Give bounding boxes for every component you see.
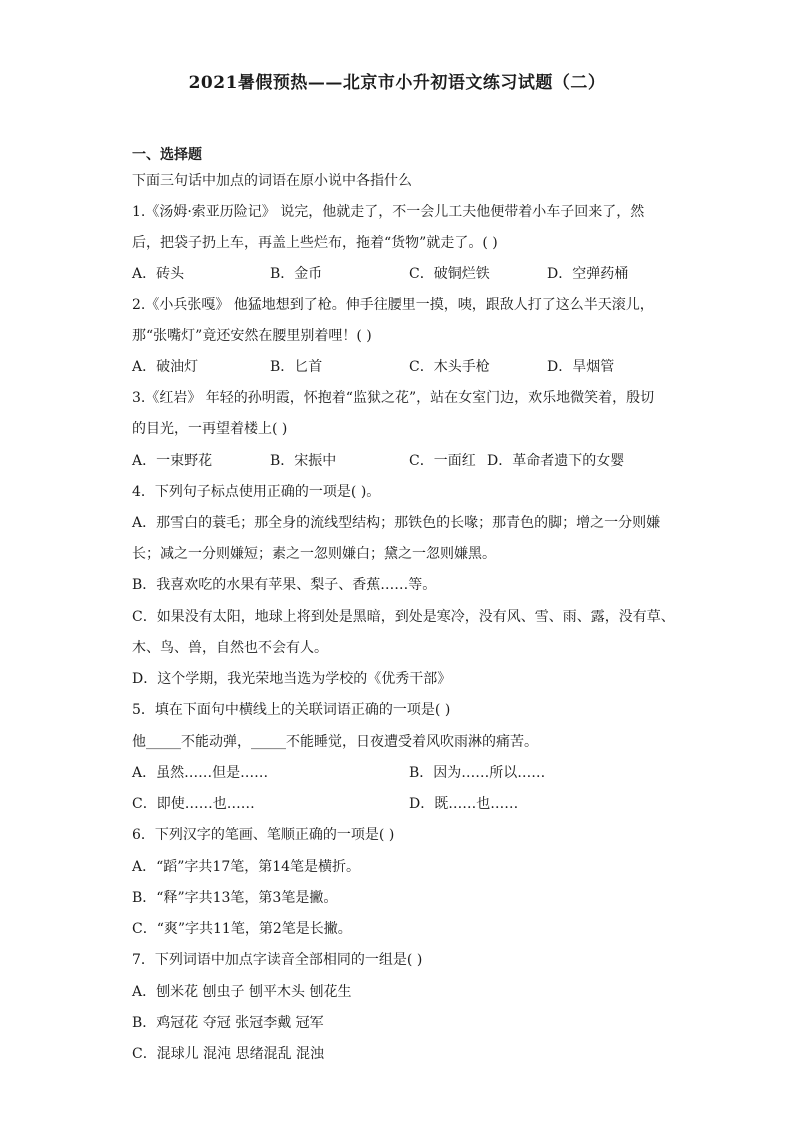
question-4-line-3: 长；减之一分则嫌短；素之一忽则嫌白；黛之一忽则嫌黑。 <box>132 546 496 562</box>
option-b: B．金币 <box>270 266 323 282</box>
question-4-line-2: A．那雪白的蓑毛；那全身的流线型结构；那铁色的长喙；那青色的脚；增之一分则嫌 <box>132 515 661 531</box>
question-7-line-1: 7．下列词语中加点字读音全部相同的一组是( ) <box>132 952 423 968</box>
question-6-line-3: B．“释”字共13笔，第3笔是撇。 <box>132 890 338 906</box>
option-b: B．因为……所以…… <box>409 765 546 781</box>
question-1-line-1: 1.《汤姆·索亚历险记》 说完，他就走了，不一会儿工夫他便带着小车子回来了，然 <box>132 204 645 220</box>
option-b: B．匕首 <box>270 359 323 375</box>
option-c: C．即使……也…… <box>132 796 255 812</box>
question-2-options <box>132 357 672 377</box>
option-b: B．宋振中 <box>270 453 337 469</box>
option-a: A．破油灯 <box>132 359 199 375</box>
option-d: D．旱烟管 <box>547 359 615 375</box>
question-1-line-2: 后，把袋子扔上车，再盖上些烂布，拖着“货物”就走了。( ) <box>132 235 498 251</box>
question-4-line-5: C．如果没有太阳，地球上将到处是黑暗，到处是寒冷，没有风、雪、雨、露，没有草、 <box>132 609 675 625</box>
question-6-line-4: C．“爽”字共11笔，第2笔是长撇。 <box>132 921 352 937</box>
option-d: D．空弹药桶 <box>547 266 629 282</box>
question-5-options-row-2 <box>132 794 672 814</box>
question-2-line-2: 那“张嘴灯”竟还安然在腰里别着哩！( ) <box>132 328 372 344</box>
question-4-line-1: 4．下列句子标点使用正确的一项是( )。 <box>132 484 381 500</box>
question-3-line-1: 3.《红岩》 年轻的孙明霞，怀抱着“监狱之花”，站在女室门边，欢乐地微笑着，殷切 <box>132 390 655 406</box>
option-a: A．一束野花 <box>132 453 213 469</box>
section-intro: 下面三句话中加点的词语在原小说中各指什么 <box>132 173 412 189</box>
question-4-line-4: B．我喜欢吃的水果有苹果、梨子、香蕉……等。 <box>132 577 437 593</box>
question-5-options-row-1 <box>132 763 672 783</box>
question-6-line-2: A．“蹈”字共17笔，第14笔是横折。 <box>132 859 361 875</box>
question-7-line-3: B．鸡冠花 夺冠 张冠李戴 冠军 <box>132 1015 324 1031</box>
question-4-line-6: 木、鸟、兽，自然也不会有人。 <box>132 640 328 656</box>
question-4-line-7: D．这个学期，我光荣地当选为学校的《优秀干部》 <box>132 671 452 687</box>
option-c: C．破铜烂铁 <box>409 266 490 282</box>
question-2-line-1: 2.《小兵张嘎》 他猛地想到了枪。伸手往腰里一摸，咦，跟敌人打了这么半天滚儿， <box>132 297 654 313</box>
question-1-options <box>132 264 672 284</box>
option-d: D．革命者遗下的女婴 <box>487 453 625 469</box>
section-heading: 一、选择题 <box>132 147 202 163</box>
option-a: A．虽然……但是…… <box>132 765 269 781</box>
page-title: 2021暑假预热——北京市小升初语文练习试题（二） <box>188 73 606 93</box>
option-d: D．既……也…… <box>409 796 519 812</box>
question-5-line-1: 5．填在下面句中横线上的关联词语正确的一项是( ) <box>132 702 451 718</box>
question-3-options <box>132 451 672 471</box>
question-5-line-2: 他_____不能动弹，_____不能睡觉，日夜遭受着风吹雨淋的痛苦。 <box>132 734 538 750</box>
question-7-line-4: C．混球儿 混沌 思绪混乱 混浊 <box>132 1046 325 1062</box>
question-6-line-1: 6．下列汉字的笔画、笔顺正确的一项是( ) <box>132 827 395 843</box>
option-a: A．砖头 <box>132 266 185 282</box>
option-c: C．木头手枪 <box>409 359 490 375</box>
question-3-line-2: 的目光，一再望着楼上( ) <box>132 421 288 437</box>
option-c: C．一面红 <box>409 453 476 469</box>
question-7-line-2: A．刨米花 刨虫子 刨平木头 刨花生 <box>132 984 352 1000</box>
